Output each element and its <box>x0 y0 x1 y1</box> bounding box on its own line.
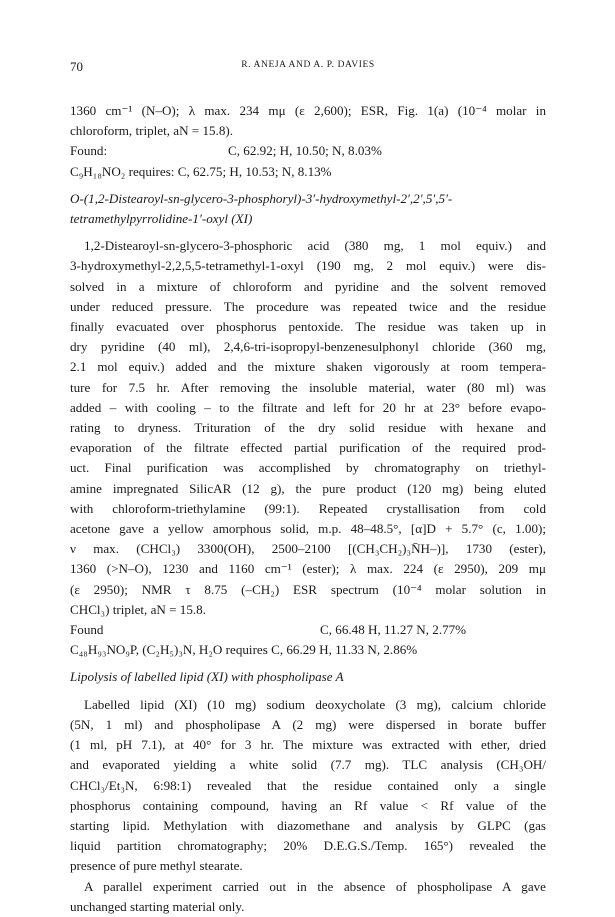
found-row <box>70 620 546 640</box>
text-line: ture for 7.5 hr. After removing the insoluble material, water (80 ml) was <box>70 379 546 395</box>
spectral-data <box>70 539 546 620</box>
text-line: (5N, 1 ml) and phospholipase A (2 mg) were dispersed in borate buffer <box>70 716 546 732</box>
found-label: Found: <box>70 143 108 159</box>
text-line: (ε 2950); NMR τ 8.75 (–CH₂) ESR spectrum (10⁻⁴ molar solution in <box>70 581 546 597</box>
text-line: 2.1 mol equiv.) added and the mixture shaken vigorously at room tempera- <box>70 359 546 375</box>
text-line: phosphorus containing compound, having an Rf value < Rf value of the <box>70 797 546 813</box>
text-line: 1,2-Distearoyl-sn-glycero-3-phosphoric acid (380 mg, 1 mol equiv.) and <box>84 238 546 254</box>
text-line: finally evacuated over phosphorus pentoxide. The residue was taken up in <box>70 319 546 335</box>
text-line: dry pyridine (40 ml), 2,4,6-tri-isopropyl-benzenesulphonyl chloride (360 mg, <box>70 339 546 355</box>
text-line: liquid partition chromatography; 20% D.E.G.S./Temp. 165°) revealed the <box>70 838 546 854</box>
text-line: starting lipid. Methylation with diazomethane and analysis by GLPC (gas <box>70 817 546 833</box>
running-head: R. ANEJA AND A. P. DAVIES <box>241 60 375 70</box>
text-line: CHCl₃) triplet, aN = 15.8. <box>70 601 206 617</box>
text-line: Labelled lipid (XI) (10 mg) sodium deoxycholate (3 mg), calcium chloride <box>84 696 546 712</box>
text-line: evaporation of the filtrate effected partial purification of the required prod- <box>70 440 546 456</box>
text-line: and evaporated yielding a white solid (7.7 mg). TLC analysis (CH₃OH/ <box>70 757 546 773</box>
page-number: 70 <box>70 59 83 74</box>
text-line: unchanged starting material only. <box>70 898 245 914</box>
found-row <box>70 141 546 161</box>
paragraph-lipolysis <box>70 695 546 877</box>
text-line: presence of pure methyl stearate. <box>70 858 243 874</box>
article-body <box>70 101 546 917</box>
section-heading: Lipolysis of labelled lipid (XI) with phospholipase A <box>70 669 344 685</box>
found-label: Found <box>70 622 104 638</box>
text-line: (1 ml, pH 7.1), at 40° for 3 hr. The mixture was extracted with ether, dried <box>70 737 546 753</box>
text-line: with chloroform-triethylamine (99:1). Repeated crystallisation from cold <box>70 500 546 516</box>
found-values: C, 66.48 H, 11.27 N, 2.77% <box>320 622 467 638</box>
text-line: amine impregnated SilicAR (12 g), the pure product (120 mg) being eluted <box>70 480 546 496</box>
paragraph-control <box>70 877 546 917</box>
text-line: added – with cooling – to the filtrate and left for 20 hr at 23° before evapo- <box>70 399 546 415</box>
found-values: C, 62.92; H, 10.50; N, 8.03% <box>228 143 382 159</box>
text-line: ν max. (CHCl₃) 3300(OH), 2500–2100 [(CH₃CH₂)₃N̄H–)], 1730 (ester), <box>70 541 546 557</box>
text-line: rating to dryness. Trituration of the dry solid residue with hexane and <box>70 420 546 436</box>
section-heading: O-(1,2-Distearoyl-sn-glycero-3-phosphoryl)-3′-hydroxymethyl-2′,2′,5′,5′- <box>70 190 453 206</box>
text-line: chloroform, triplet, aN = 15.8). <box>70 123 234 139</box>
text-line: CHCl₃/Et₃N, 6:98:1) revealed that the residue contained only a single <box>70 777 546 793</box>
text-line: acetone gave a yellow amorphous solid, m.p. 48–48.5°, [α]D + 5.7° (c, 1.00); <box>70 521 546 537</box>
requires-line: C₄₈H₉₃NO₉P, (C₂H₅)₃N, H₂O requires C, 66.29 H, 11.33 N, 2.86% <box>70 642 418 658</box>
paragraph-synthesis <box>70 236 546 539</box>
page-header <box>70 59 546 75</box>
text-line: A parallel experiment carried out in the absence of phospholipase A gave <box>84 878 546 894</box>
requires-line: C₉H₁₈NO₂ requires: C, 62.75; H, 10.53; N, 8.13% <box>70 163 332 179</box>
text-line: solved in a mixture of chloroform and pyridine and the solvent removed <box>70 278 546 294</box>
text-line: 1360 cm⁻¹ (N–O); λ max. 234 mμ (ε 2,600); ESR, Fig. 1(a) (10⁻⁴ molar in <box>70 103 546 118</box>
text-line: uct. Final purification was accomplished by chromatography on triethyl- <box>70 460 546 476</box>
section-heading: tetramethylpyrrolidine-1′-oxyl (XI) <box>70 211 253 227</box>
text-line: 3-hydroxymethyl-2,2,5,5-tetramethyl-1-oxyl (190 mg, 2 mol equiv.) were dis- <box>70 258 546 274</box>
text-line: under reduced pressure. The procedure was repeated twice and the residue <box>70 298 546 314</box>
text-line: 1360 (>N–O), 1230 and 1160 cm⁻¹ (ester); λ max. 224 (ε 2950), 209 mμ <box>70 561 546 577</box>
